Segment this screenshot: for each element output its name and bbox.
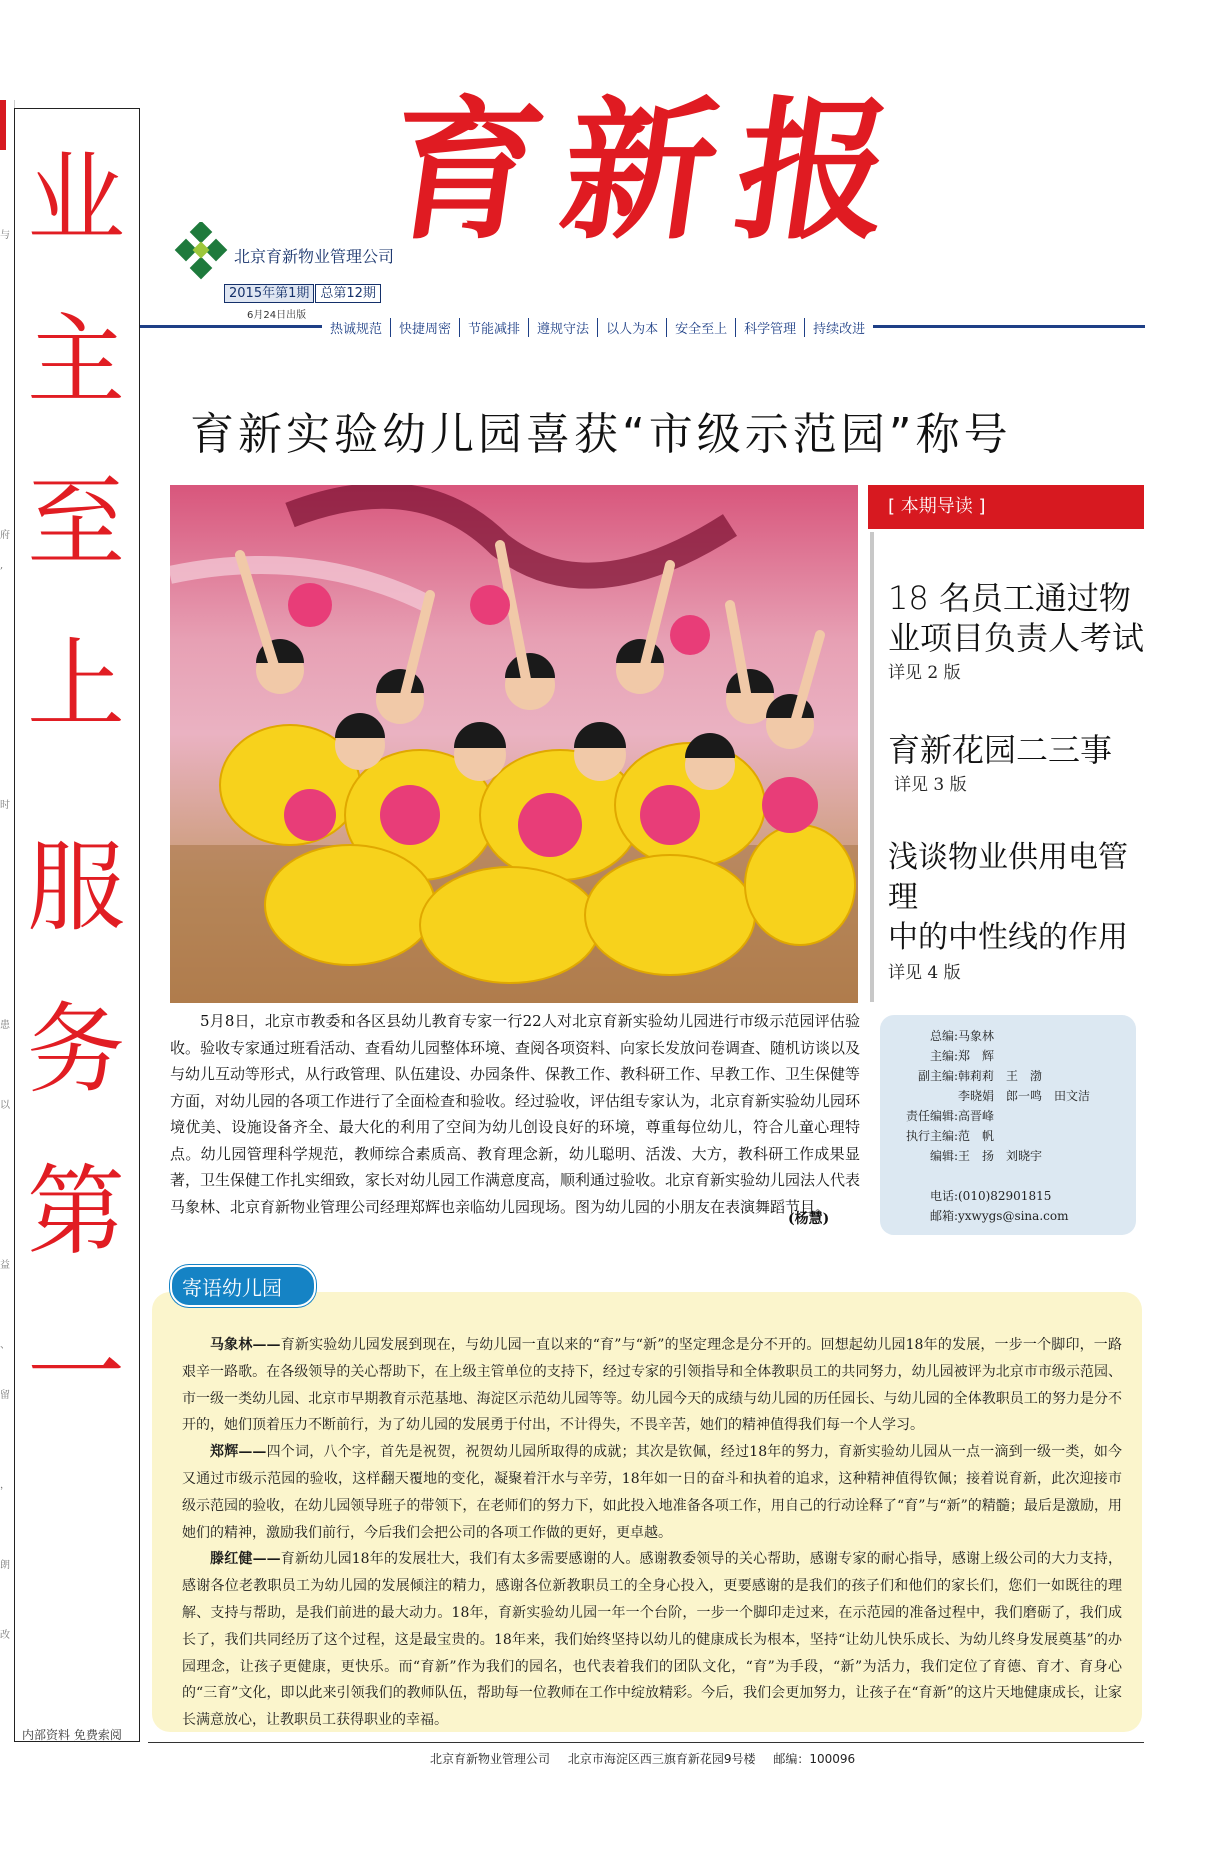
guide-item[interactable]	[888, 838, 1150, 983]
company-name: 北京育新物业管理公司	[234, 247, 395, 266]
lead-headline: 育新实验幼儿园喜获“市级示范园”称号	[190, 409, 1012, 460]
staff-row: 总编:马象林	[929, 1029, 995, 1043]
guide-item-title: 育新花园二三事	[888, 731, 1113, 769]
kindergarten-messages	[182, 1332, 1122, 1734]
motto: 快捷周密	[391, 318, 460, 337]
motto: 科学管理	[736, 318, 805, 337]
motto: 节能减排	[460, 318, 529, 337]
staff-phone: 电话:(010)82901815	[929, 1189, 1052, 1203]
staff-row: 责任编辑:高晋峰	[905, 1109, 995, 1123]
guide-item-page: 详见 4 版	[888, 963, 961, 983]
company-logo-icon	[172, 222, 230, 280]
slogan-char: 业	[26, 142, 125, 256]
editorial-staff-box	[880, 1015, 1136, 1235]
footer-postcode: 邮编：100096	[773, 1752, 856, 1766]
vertical-slogan	[14, 142, 138, 1431]
motto-bar	[322, 318, 873, 337]
staff-row: 编辑:王 扬 刘晓宇	[929, 1149, 1043, 1163]
issue-number: 2015年第1期	[224, 284, 314, 303]
issue-info	[224, 282, 381, 301]
staff-row: 李晓娟 郎一鸣 田文洁	[958, 1089, 1091, 1103]
slogan-char: 服	[26, 831, 125, 945]
speaker-name: 郑辉——	[210, 1444, 267, 1461]
staff-row: 主编:郑 辉	[929, 1049, 995, 1063]
message-paragraph	[182, 1332, 1122, 1439]
guide-item-title: 浅谈物业供用电管理	[888, 840, 1128, 915]
publish-date: 6月24日出版	[247, 310, 307, 321]
message-text: 育新实验幼儿园发展到现在，与幼儿园一直以来的“育”与“新”的坚定理念是分不开的。回想起幼儿园18年的发展，一步一个脚印，一路艰辛一路歌。在各级领导的关心帮助下，在上级主管单位的支持下，经过专家的引领指导和全体教职员工的共同努力，幼儿园被评为北京市市级示范园、市一级一类幼儿园、北京市早期教育示范基地、海淀区示范幼儿园等等。幼儿园今天的成绩与幼儿园的历任园长、与幼儿园的全体教职员工的努力是分不开的，她们顶着压力不断前行，为了幼儿园的发展勇于付出，不计得失，不畏辛苦，她们的精神值得我们每一个人学习。	[182, 1337, 1122, 1434]
dance-photo	[170, 485, 858, 1003]
footer-rule	[148, 1742, 1144, 1743]
guide-label: [ 本期导读 ]	[888, 496, 986, 517]
speaker-name: 马象林——	[210, 1337, 281, 1353]
staff-row: 执行主编:范 帆	[905, 1129, 995, 1143]
previous-page-red-edge	[0, 100, 6, 150]
guide-item-title: 业项目负责人考试	[888, 619, 1145, 657]
guide-divider	[870, 532, 874, 1002]
guide-item-page: 详见 3 版	[894, 775, 967, 795]
slogan-char: 至	[26, 466, 125, 580]
motto: 以人为本	[598, 318, 667, 337]
guide-item-page: 详见 2 版	[888, 663, 961, 683]
slogan-char: 一	[26, 1317, 125, 1431]
motto: 热诚规范	[322, 318, 391, 337]
motto: 安全至上	[667, 318, 736, 337]
caption-author: (杨慧)	[788, 1211, 830, 1227]
footer-address: 北京市海淀区西三旗育新花园9号楼	[567, 1752, 756, 1766]
message-text: 育新幼儿园18年的发展壮大，我们有太多需要感谢的人。感谢教委领导的关心帮助，感谢专家的耐心指导，感谢上级公司的大力支持，感谢各位老教职员工为幼儿园的发展倾注的精力，感谢各位新教职员工的全身心投入，更要感谢的是我们的孩子们和他们的家长们，您们一如既往的理解、支持与帮助，是我们前进的最大动力。18年，育新实验幼儿园一年一个台阶，一步一个脚印走过来，在示范园的准备过程中，我们磨砺了，我们成长了，我们共同经历了这个过程，这是最宝贵的。18年来，我们始终坚持以幼儿的健康成长为根本，坚持“让幼儿快乐成长、为幼儿终身发展奠基”的办园理念，让孩子更健康，更快乐。而“育新”作为我们的园名，也代表着我们的团队文化，“育”为手段，“新”为活力，我们定位了育德、育才、育身心的“三育”文化，即以此来引领我们的教师队伍，帮助每一位教师在工作中绽放精彩。今后，我们会更加努力，让孩子在“育新”的这片天地健康成长，让家长满意放心，让教职员工获得职业的幸福。	[182, 1551, 1123, 1729]
footer-company: 北京育新物业管理公司	[430, 1752, 551, 1766]
message-paragraph	[182, 1546, 1122, 1734]
guide-item[interactable]	[888, 730, 1148, 795]
slogan-char: 务	[26, 993, 125, 1107]
message-paragraph	[182, 1439, 1122, 1546]
guide-item[interactable]	[888, 578, 1148, 683]
speaker-name: 滕红健——	[210, 1551, 281, 1568]
footer	[430, 1750, 855, 1767]
previous-page-edge: 与 府 , 时 患 以 益 、 留 ， 朗 改	[0, 100, 15, 1740]
section-tag-label: 寄语幼儿园	[182, 1276, 282, 1300]
children-dancing-image	[170, 485, 858, 1003]
free-copy-note: 内部资料 免费索阅	[22, 1728, 122, 1742]
total-issue: 总第12期	[315, 284, 381, 303]
motto: 遵规守法	[529, 318, 598, 337]
staff-row: 副主编:韩莉莉 王 渤	[917, 1069, 1043, 1083]
motto: 持续改进	[805, 318, 873, 337]
message-text: 四个词，八个字，首先是祝贺，祝贺幼儿园所取得的成就；其次是钦佩，经过18年的努力，育新实验幼儿园从一点一滴到一级一类，如今又通过市级示范园的验收，这样翻天覆地的变化，凝聚着汗水与辛劳，18年如一日的奋斗和执着的追求，这种精神值得钦佩；接着说育新，此次迎接市级示范园的验收，在幼儿园领导班子的带领下，在老师们的努力下，如此投入地准备各项工作，用自己的行动诠释了“育”与“新”的精髓；最后是激励，用她们的精神，激励我们前行，今后我们会把公司的各项工作做的更好，更卓越。	[182, 1444, 1123, 1541]
staff-email[interactable]: 邮箱:yxwygs@sina.com	[929, 1209, 1069, 1223]
slogan-char: 上	[26, 628, 125, 742]
guide-item-title: 中的中性线的作用	[888, 920, 1128, 955]
slogan-char: 主	[26, 304, 125, 418]
guide-item-title: 18 名员工通过物	[888, 579, 1131, 617]
photo-caption: 5月8日，北京市教委和各区县幼儿教育专家一行22人对北京育新实验幼儿园进行市级示范园评估验收。验收专家通过班看活动、查看幼儿园整体环境、查阅各项资料、向家长发放问卷调查、随机访谈以及与幼儿互动等形式，从行政管理、队伍建设、办园条件、保教工作、教科研工作、早教工作、卫生保健等方面，对幼儿园的各项工作进行了全面检查和验收。经过验收，评估组专家认为，北京育新实验幼儿园环境优美、设施设备齐全、最大化的利用了空间为幼儿创设良好的环境，尊重每位幼儿，符合儿童心理特点。幼儿园管理科学规范，教师综合素质高、教育理念新，幼儿聪明、活泼、大方，教科研工作成果显著，卫生保健工作扎实细致，家长对幼儿园工作满意度高，顺利通过验收。北京育新实验幼儿园法人代表马象林、北京育新物业管理公司经理郑辉也亲临幼儿园现场。图为幼儿园的小朋友在表演舞蹈节目。	[170, 1012, 861, 1216]
slogan-char: 第	[26, 1155, 125, 1269]
newspaper-title: 育新报	[377, 81, 925, 260]
